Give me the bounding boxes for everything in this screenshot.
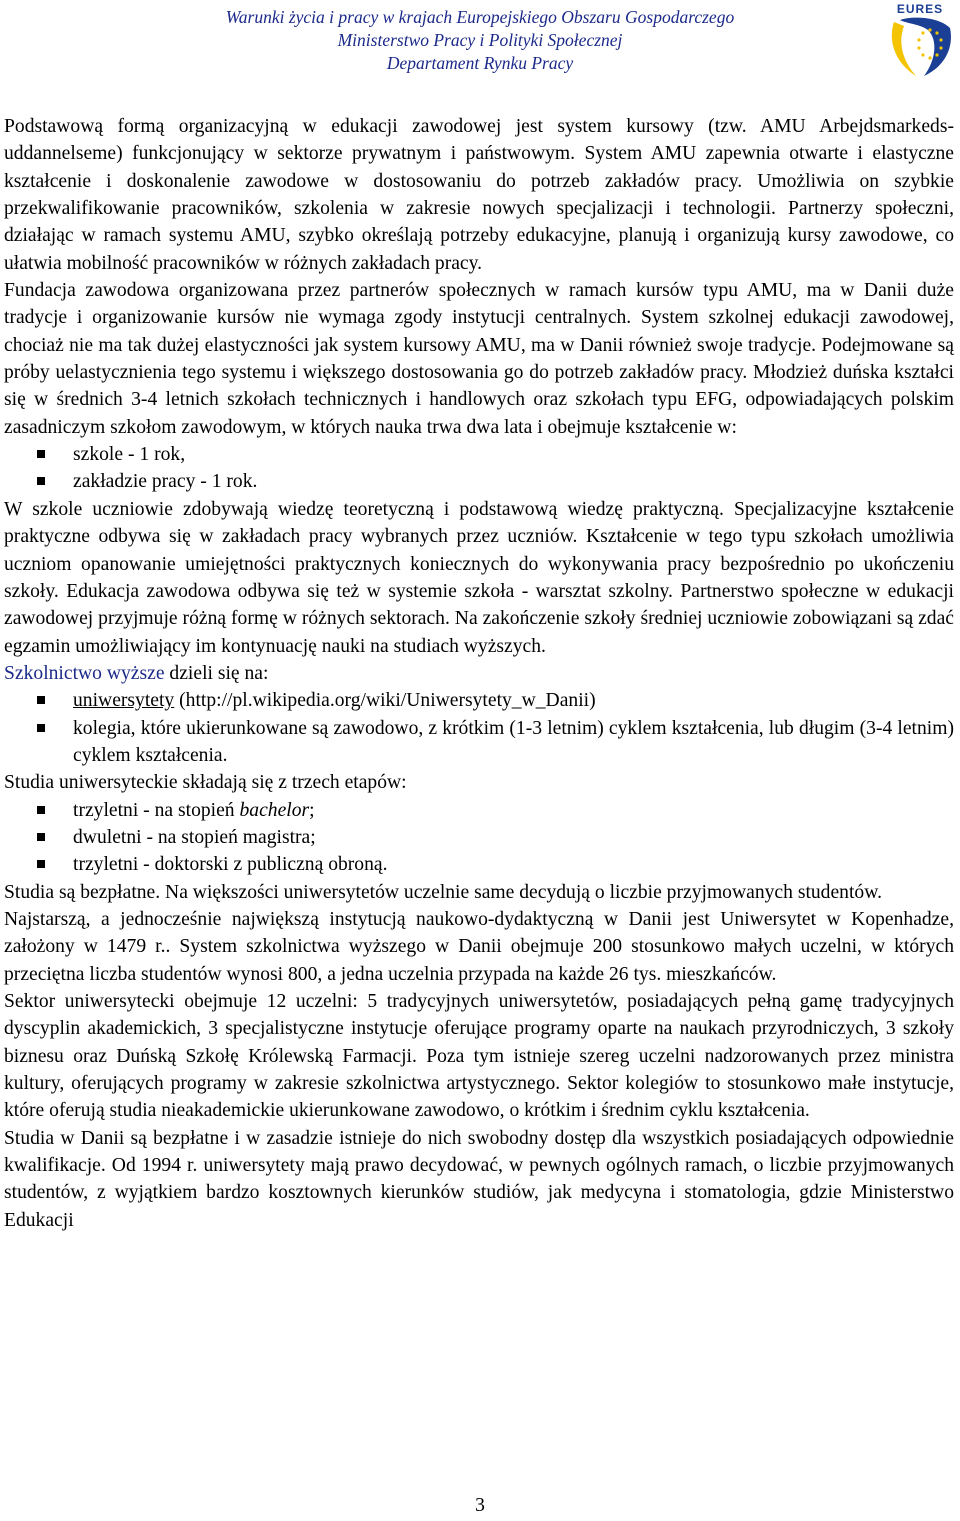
paragraph-free-studies: Studia są bezpłatne. Na większości uniwersytetów uczelnie same decydują o liczbie przyjmowanych studentów. — [4, 881, 882, 903]
list-item: zakładzie pracy - 1 rok. — [4, 468, 954, 495]
eures-logo — [880, 0, 958, 80]
bullet-icon — [37, 696, 45, 704]
paragraph-study-stages: Studia uniwersyteckie składają się z trzech etapów: — [4, 772, 407, 794]
bullet-icon — [37, 806, 45, 814]
svg-text:EURES: EURES — [896, 2, 944, 16]
page-number: 3 — [475, 1495, 485, 1516]
list-item: trzyletni - doktorski z publiczną obroną. — [4, 851, 954, 878]
list-item: trzyletni - na stopień bachelor; — [4, 797, 954, 824]
stages-list — [4, 797, 954, 879]
paragraph-amu-system: Podstawową formą organizacyjną w edukacji zawodowej jest system kursowy (tzw. AMU Arbejdsmarkeds-uddannelseme) funkcjonujący w sektorze prywatnym i państwowym. System AMU zapewnia otwarte i elastyczne kształcenie i doskonalenie zawodowe w dostosowaniu do potrzeb zakładów pracy. Umożliwia on szybkie przekwalifikowanie pracowników, szkolenia w zakresie nowych specjalizacji i technologii. Partnerzy społeczni, działając w ramach systemu AMU, szybko określają potrzeby edukacyjne, planują i organizują kursy zawodowe, co ułatwia mobilność pracowników w różnych zakładach pracy. — [4, 116, 954, 274]
bullet-icon — [37, 724, 45, 732]
universities-link[interactable]: uniwersytety — [73, 690, 175, 712]
header-line-ministry: Ministerstwo Pracy i Polityki Społecznej — [337, 30, 623, 50]
document-body — [4, 113, 954, 1234]
paragraph-higher-education: Szkolnictwo wyższe dzieli się na: — [4, 662, 269, 684]
bullet-icon — [37, 477, 45, 485]
higher-education-heading: Szkolnictwo wyższe — [4, 662, 165, 684]
paragraph-university-sector: Sektor uniwersytecki obejmuje 12 uczelni: 5 tradycyjnych uniwersytetów, posiadających pełną gamę tradycyjnych dyscyplin akademickich, 3 specjalistyczne instytucje oferujące programy oparte na naukach przyrodniczych, 3 szkoły biznesu oraz Duńską Szkołę Królewską Farmacji. Poza tym istnieje szereg uczelni nadzorowanych przez ministra kultury, oferujących programy w zakresie szkolnictwa artystycznego. Sektor kolegiów to stosunkowo małe instytucje, które oferują studia nieakademickie ukierunkowane zawodowo, o krótkim i średnim cyklu kształcenia. — [4, 991, 954, 1122]
header-text — [0, 6, 960, 75]
paragraph-access: Studia w Danii są bezpłatne i w zasadzie istnieje do nich swobodny dostęp dla wszystkich posiadających odpowiednie kwalifikacje. Od 1994 r. uniwersytety mają prawo decydować, w pewnych ogólnych ramach, o liczbie przyjmowanych studentów, z wyjątkiem bardzo kosztownych kierunków studiów, jak medycyna i stomatologia, gdzie Ministerstwo Edukacji — [4, 1127, 954, 1231]
page-header — [0, 0, 960, 80]
header-line-department: Departament Rynku Pracy — [386, 53, 574, 73]
list-item: kolegia, które ukierunkowane są zawodowo, z krótkim (1-3 letnim) cyklem kształcenia, lub długim (3-4 letnim) cyklem kształcenia. — [4, 715, 954, 770]
paragraph-copenhagen: Najstarszą, a jednocześnie największą instytucją naukowo-dydaktyczną w Danii jest Uniwersytet w Kopenhadze, założony w 1479 r.. System szkolnictwa wyższego w Danii obejmuje 200 stosunkowo małych uczelni, w których przeciętna liczba studentów wynosi 800, a jedna uczelnia przypada na każde 26 tys. mieszkańców. — [4, 908, 954, 985]
list-item: uniwersytety (http://pl.wikipedia.org/wiki/Uniwersytety_w_Danii) — [4, 687, 954, 714]
header-line-title: Warunki życia i pracy w krajach Europejskiego Obszaru Gospodarczego — [225, 7, 735, 27]
bullet-icon — [37, 833, 45, 841]
paragraph-school-practice: W szkole uczniowie zdobywają wiedzę teoretyczną i podstawową wiedzę praktyczną. Specjalizacyjne kształcenie praktyczne odbywa się w zakładach pracy wybranych przez uczniów. Kształcenie w tego typu szkołach umożliwia uczniom opanowanie umiejętności praktycznych koniecznych do wykonywania pracy bezpośrednio po ukończeniu szkoły. Edukacja zawodowa odbywa się też w systemie szkoła - warsztat szkolny. Partnerstwo społeczne w edukacji zawodowej przyjmuje różną formę w różnych sektorach. Na zakończenie szkoły średniej uczniowie zobowiązani są zdać egzamin umożliwiający im kontynuację nauki na studiach wyższych. — [4, 498, 954, 657]
list-item: szkole - 1 rok, — [4, 441, 954, 468]
higher-education-list — [4, 687, 954, 769]
bullet-icon — [37, 450, 45, 458]
bullet-icon — [37, 860, 45, 868]
list-item: dwuletni - na stopień magistra; — [4, 824, 954, 851]
training-list — [4, 441, 954, 496]
paragraph-vocational-foundation: Fundacja zawodowa organizowana przez partnerów społecznych w ramach kursów typu AMU, ma w Danii duże tradycje i organizowanie kursów nie wymaga zgody instytucji centralnych. System szkolnej edukacji zawodowej, chociaż nie ma tak dużej elastyczności jak system kursowy AMU, ma w Danii również swoje tradycje. Podejmowane są próby uelastycznienia tego systemu i większego dostosowania go do potrzeb zakładów pracy. Młodzież duńska kształci się w średnich 3-4 letnich szkołach technicznych i handlowych oraz szkołach typu EFG, odpowiadających polskim zasadniczym szkołom zawodowym, w których nauka trwa dwa lata i obejmuje kształcenie w: — [4, 280, 954, 438]
